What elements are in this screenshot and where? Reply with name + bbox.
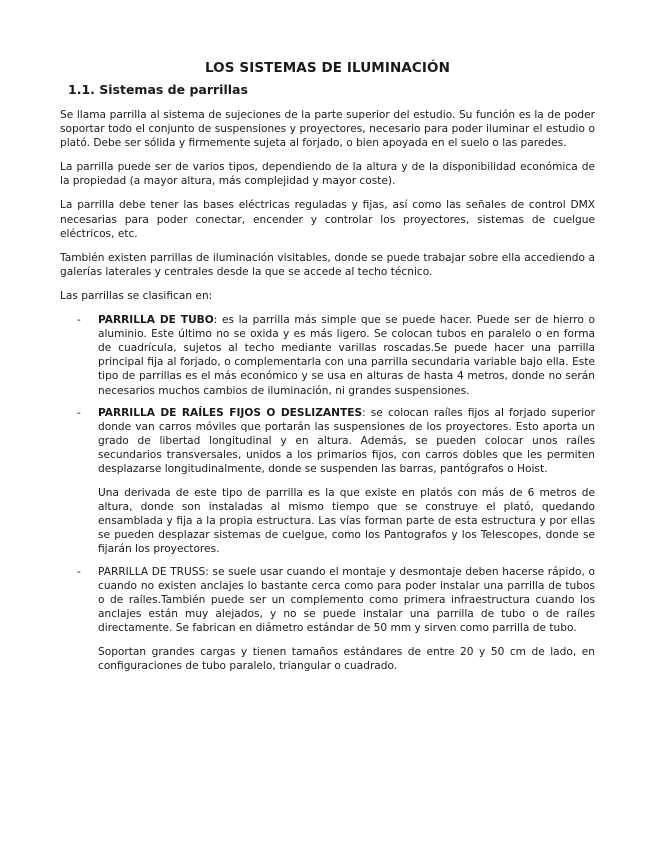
list-item-extra: Una derivada de este tipo de parrilla es la que existe en platós con más de 6 metros de altura, donde son instaladas al mismo tiempo que se construye el plató, quedando ensamblada y fija a la propia estructura. Las vías forman parte de esta estructura y por ellas se pueden desplazar sistemas de cuelgue, como los Pantografos y los Telescopes, donde se fijarán los proyectores.	[98, 487, 595, 556]
list-item-description: : es la parrilla más simple que se puede hacer. Puede ser de hierro o aluminio. Este último no se oxida y es más ligero. Se colocan tubos en paralelo o en forma de cuadrícula, sujetos al techo mediante varillas roscadas.Se puede hacer una parrilla principal fija al forjado, o complementarla con una parrilla secundaria variable bajo ella. Este tipo de parrillas es el más económico y se usa en alturas de hasta 4 metros, donde no serán necesarios muchos cambios de iluminación, ni grandes suspensiones.	[98, 314, 596, 397]
list-bullet: -	[77, 314, 81, 327]
paragraph: También existen parrillas de iluminación visitables, donde se puede trabajar sobre ella accediendo a galerías laterales y centrales desde la que se accede al techo técnico.	[60, 251, 595, 278]
list-item-truss	[60, 565, 595, 674]
document-page	[60, 60, 595, 681]
paragraph: Las parrillas se clasifican en:	[60, 289, 213, 302]
list-item-description: : se colocan raíles fijos al forjado superior donde van carros móviles que portarán las suspensiones de los proyectores. Esto aporta un grado de libertad longitudinal y en altura. Además, se pueden colocar unos raíles secundarios transversales, unidos a los primarios fijos, con carros dobles que les permiten desplazarse longitudinalmente, donde se suspenden las barras, pantógrafos o Hoist.	[98, 406, 595, 475]
list-item-extra: Soportan grandes cargas y tienen tamaños estándares de entre 20 y 50 cm de lado, en configuraciones de tubo paralelo, triangular o cuadrado.	[98, 646, 595, 673]
list-item-term: PARRILLA DE TUBO	[98, 314, 214, 327]
list-bullet: -	[77, 565, 81, 578]
section-heading: 1.1. Sistemas de parrillas	[68, 82, 248, 97]
list-item-text	[98, 313, 595, 398]
grid-type-list	[60, 313, 595, 673]
paragraph: La parrilla debe tener las bases eléctricas reguladas y fijas, así como las señales de control DMX necesarias para poder conectar, encender y controlar los proyectores, sistemas de cuelgue eléctricos, etc.	[60, 199, 595, 240]
list-item-text	[98, 406, 595, 476]
list-item-description: PARRILLA DE TRUSS: se suele usar cuando el montaje y desmontaje deben hacerse rápido, o cuando no existen anclajes lo bastante cerca como para poder instalar una parrilla de tubos o de raíles.También puede ser un complemento como primera infraestructura cuando los anclajes están muy alejados, y no se puede instalar una parrilla de tubo o de raíles directamente. Se fabrican en diámetro estándar de 50 mm y sirven como parrilla de tubo.	[98, 565, 595, 634]
list-item-railes	[60, 406, 595, 557]
list-item-term: PARRILLA DE RAÍLES FIJOS O DESLIZANTES	[98, 406, 363, 419]
paragraph: Se llama parrilla al sistema de sujeciones de la parte superior del estudio. Su función es la de poder soportar todo el conjunto de suspensiones y proyectores, necesario para poder iluminar el estudio o plató. Debe ser sólida y firmemente sujeta al forjado, o bien apoyada en el suelo o las paredes.	[60, 109, 595, 150]
list-item-text	[98, 565, 595, 635]
list-bullet: -	[77, 406, 81, 419]
page-title: LOS SISTEMAS DE ILUMINACIÓN	[204, 60, 451, 76]
list-item-tubo	[60, 313, 595, 398]
paragraph: La parrilla puede ser de varios tipos, dependiendo de la altura y de la disponibilidad económica de la propiedad (a mayor altura, más complejidad y mayor coste).	[60, 161, 595, 188]
